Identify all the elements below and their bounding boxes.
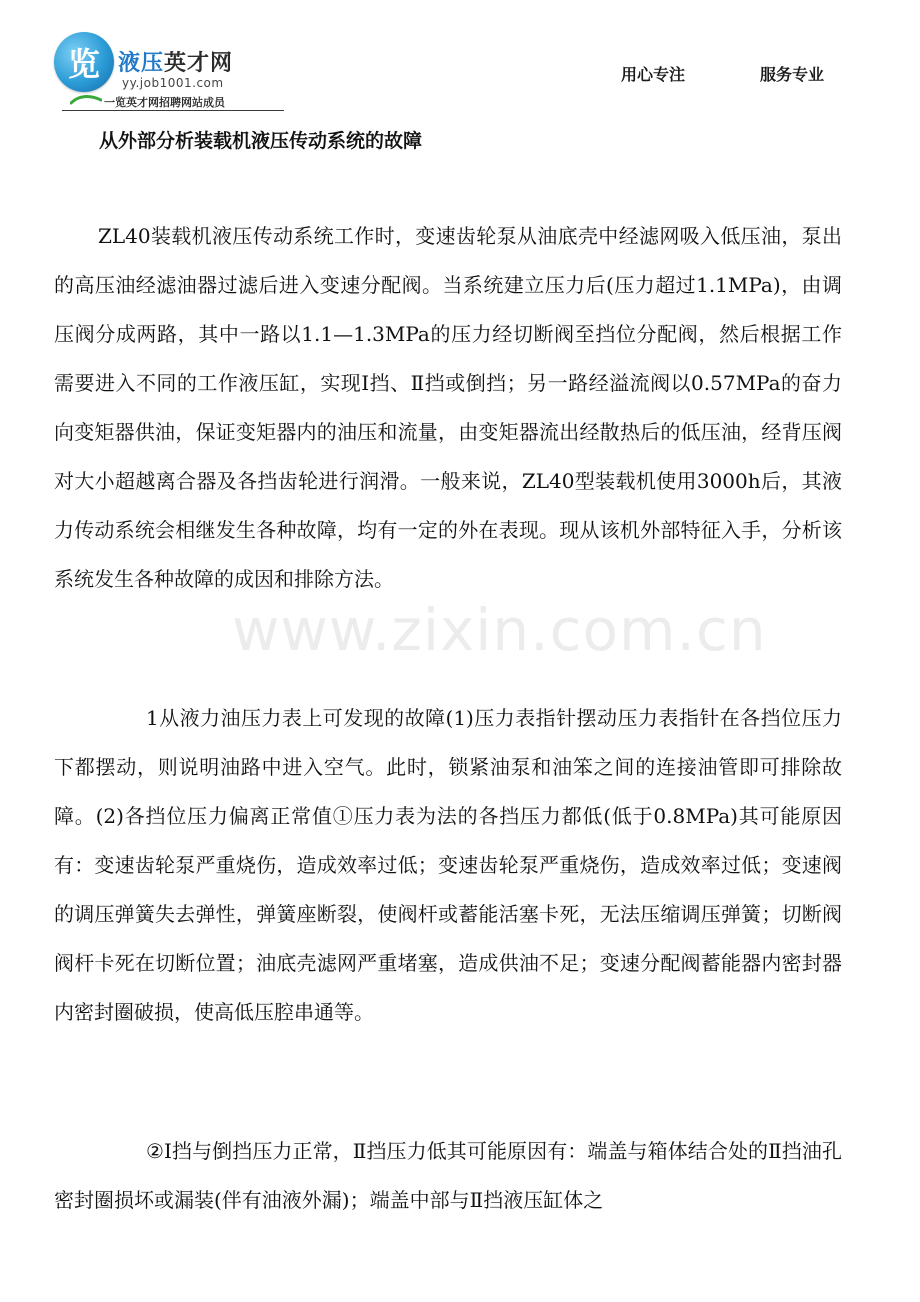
- logo-badge-icon: 览: [54, 32, 114, 92]
- slogan-service: 服务专业: [760, 65, 825, 84]
- logo-swoosh-icon: [70, 94, 102, 106]
- slogan-focus: 用心专注: [621, 65, 686, 84]
- page-header: [0, 0, 920, 118]
- logo-underline: [62, 110, 284, 111]
- logo-name: [118, 46, 233, 77]
- site-logo[interactable]: [50, 30, 290, 114]
- paragraph-intro: ZL40装载机液压传动系统工作时，变速齿轮泵从油底壳中经滤网吸入低压油，泵出的高压油经滤油器过滤后进入变速分配阀。当系统建立压力后(压力超过1.1MPa)，由调压阀分成两路，其中一路以1.1—1.3MPa的压力经切断阀至挡位分配阀，然后根据工作需要进入不同的工作液压缸，实现Ⅰ挡、Ⅱ挡或倒挡；另一路经溢流阀以0.57MPa的奋力向变矩器供油，保证变矩器内的油压和流量，由变矩器流出经散热后的低压油，经背压阀对大小超越离合器及各挡齿轮进行润滑。一般来说，ZL40型装载机使用3000h后，其液力传动系统会相继发生各种故障，均有一定的外在表现。现从该机外部特征入手，分析该系统发生各种故障的成因和排除方法。: [54, 224, 842, 591]
- document-title: 从外部分析装载机液压传动系统的故障: [99, 130, 423, 152]
- logo-url: yy.job1001.com: [122, 76, 224, 90]
- watermark: www.zixin.com.cn: [232, 596, 767, 664]
- logo-name-part1: 液压: [118, 51, 165, 76]
- paragraph-pressure-gauge-faults: 1从液力油压力表上可发现的故障(1)压力表指针摆动压力表指针在各挡位压力下都摆动，则说明油路中进入空气。此时，锁紧油泵和油笨之间的连接油管即可排除故障。(2)各挡位压力偏离正常值①压力表为法的各挡压力都低(低于0.8MPa)其可能原因有：变速齿轮泵严重烧伤，造成效率过低；变速齿轮泵严重烧伤，造成效率过低；变速阀的调压弹簧失去弹性，弹簧座断裂，使阀杆或蓄能活塞卡死，无法压缩调压弹簧；切断阀阀杆卡死在切断位置；油底壳滤网严重堵塞，造成供油不足；变速分配阀蓄能器内密封器内密封圈破损，使高低压腔串通等。: [54, 706, 842, 1024]
- logo-name-part2: 英才网: [164, 51, 234, 76]
- logo-tagline: 一览英才网招聘网站成员: [104, 96, 225, 109]
- paragraph-gear-pressure: ②Ⅰ挡与倒挡压力正常，Ⅱ挡压力低其可能原因有：端盖与箱体结合处的Ⅱ挡油孔密封圈损坏或漏装(伴有油液外漏)；端盖中部与Ⅱ挡液压缸体之: [54, 1139, 842, 1212]
